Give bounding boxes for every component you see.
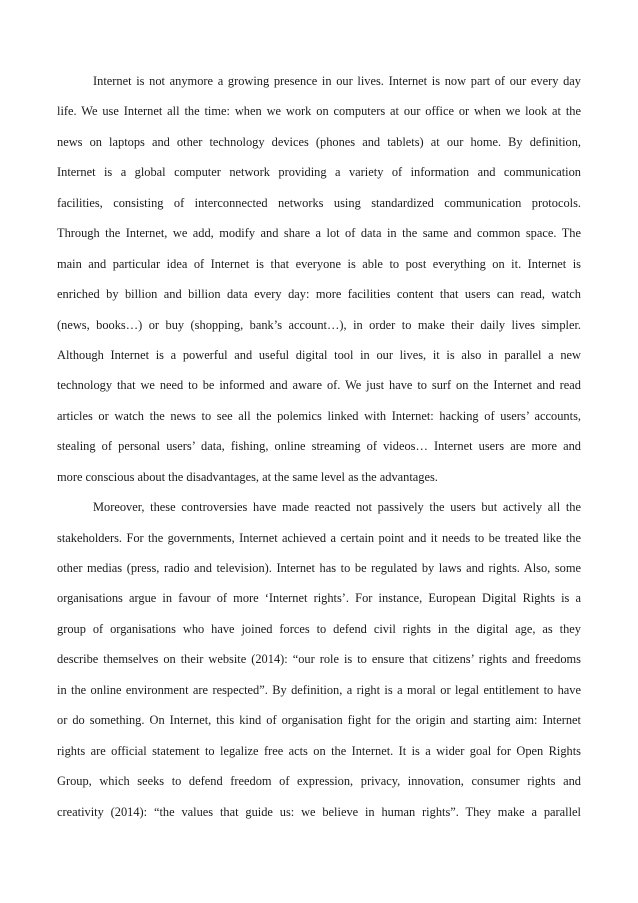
text-line: technology that we need to be informed and aware of. We just have to surf on the Internet and read [57,378,581,393]
text-line: Internet is not anymore a growing presence in our lives. Internet is now part of our every day [93,74,581,88]
text-line: life. We use Internet all the time: when we work on computers at our office or when we look at the [57,104,581,119]
text-line: creativity (2014): “the values that guide us: we believe in human rights”. They make a parallel [57,804,581,819]
paragraph-1 [57,66,581,492]
text-line: more conscious about the disadvantages, at the same level as the advantages. [57,469,438,484]
text-line: facilities, consisting of interconnected networks using standardized communication protocols. [57,195,581,210]
text-line: in the online environment are respected”. By definition, a right is a moral or legal entitlement to have [57,682,581,697]
document-body [57,66,581,827]
text-line: stealing of personal users’ data, fishing, online streaming of videos… Internet users are more and [57,439,581,454]
text-line: Although Internet is a powerful and useful digital tool in our lives, it is also in parallel a new [57,347,581,362]
text-line: news on laptops and other technology devices (phones and tablets) at our home. By definition, [57,134,581,149]
text-line: Internet is a global computer network providing a variety of information and communication [57,165,581,180]
text-line: articles or watch the news to see all the polemics linked with Internet: hacking of users’ accounts, [57,408,581,423]
text-line: or do something. On Internet, this kind of organisation fight for the origin and starting aim: Internet [57,713,581,728]
text-line: Group, which seeks to defend freedom of expression, privacy, innovation, consumer rights and [57,774,581,789]
text-line: other medias (press, radio and television). Internet has to be regulated by laws and rights. Also, some [57,561,581,575]
text-line: rights are official statement to legalize free acts on the Internet. It is a wider goal for Open Rights [57,743,581,758]
text-line: Moreover, these controversies have made reacted not passively the users but actively all the [93,500,581,515]
text-line: enriched by billion and billion data every day: more facilities content that users can read, watch [57,287,581,302]
text-line: main and particular idea of Internet is that everyone is able to post everything on it. Internet is [57,256,581,271]
paragraph-2 [57,492,581,827]
text-line: Through the Internet, we add, modify and share a lot of data in the same and common space. The [57,226,581,241]
text-line: organisations argue in favour of more ‘Internet rights’. For instance, European Digital Rights is a [57,591,581,606]
text-line: describe themselves on their website (2014): “our role is to ensure that citizens’ rights and freedoms [57,652,581,667]
text-line: stakeholders. For the governments, Internet achieved a certain point and it needs to be treated like the [57,530,581,545]
text-line: group of organisations who have joined forces to defend civil rights in the digital age, as they [57,621,581,636]
text-line: (news, books…) or buy (shopping, bank’s account…), in order to make their daily lives simpler. [57,317,581,332]
